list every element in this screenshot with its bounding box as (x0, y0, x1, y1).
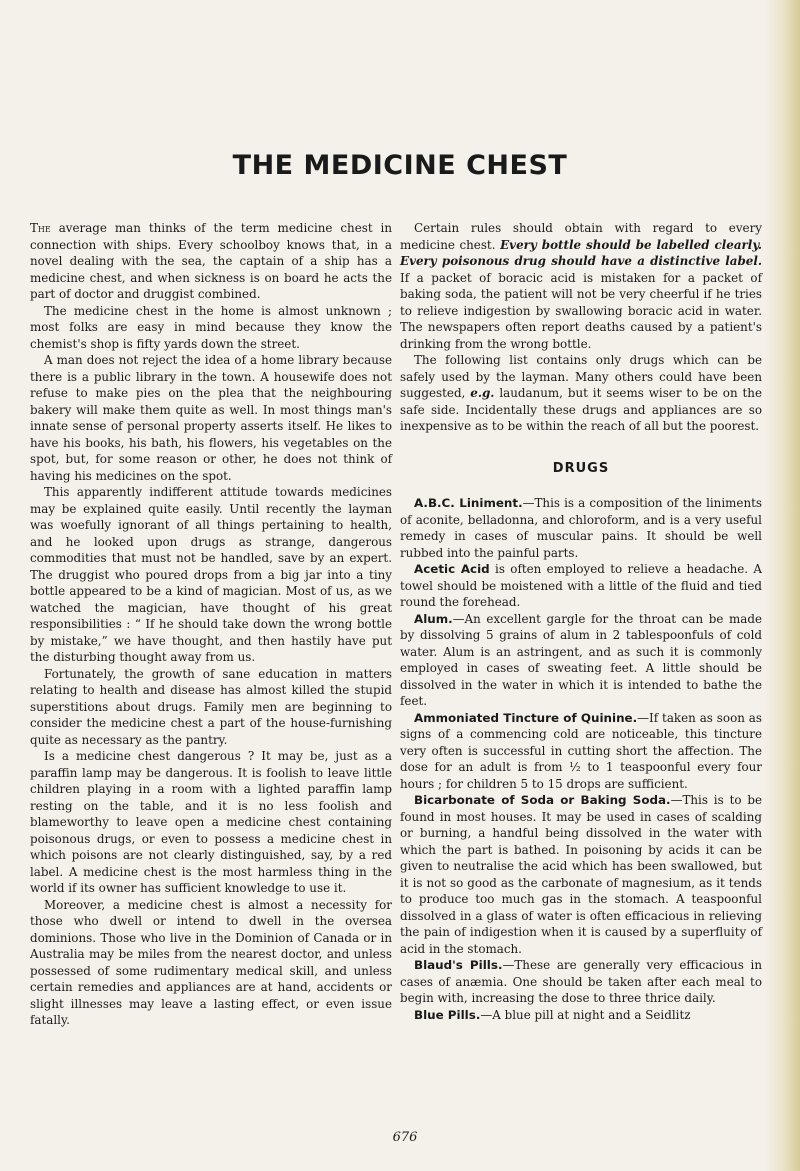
paragraph-1-text: average man thinks of the term medicine chest in connection with ships. Every schoolboy knows that, in a novel dealing with the sea, the captain of a ship has a medicine chest, and when sickness is on board he acts the part of doctor and druggist combined. (30, 221, 392, 301)
eg-abbrev: e.g. (470, 386, 495, 400)
drug-entry-text: —A blue pill at night and a Seidlitz (480, 1007, 691, 1022)
drug-entry-title: Ammoniated Tincture of Quinine. (414, 710, 638, 725)
drug-entry (400, 957, 762, 1007)
drug-entry-title: Blue Pills. (414, 1007, 481, 1022)
list-intro-start: The following list contains only drugs which can be safely used by the layman. Many others could have been suggested, (400, 353, 762, 400)
drug-entry-text: —This is to be found in most houses. It may be used in cases of scalding or burning, a handful being dissolved in the water with which the part is bathed. In poisoning by acids it can be given to neutralise the acid which has been swallowed, but it is not so good as the carbonate of magnesium, as it tends to produce too much gas in the stomach. A teaspoonful dissolved in a glass of water is often efficacious in relieving the pain of indigestion when it is caused by a superfluity of acid in the stomach. (400, 793, 763, 956)
lead-word: The (30, 221, 51, 235)
rules-text-end: If a packet of boracic acid is mistaken for a packet of baking soda, the patient will not be very cheerful if he tries to relieve indigestion by swallowing boracic acid in water. The newspapers often report deaths caused by a patient's drinking from the wrong bottle. (400, 270, 762, 351)
drug-entry-title: A.B.C. Liniment. (414, 496, 523, 510)
paragraph-4: This apparently indifferent attitude towards medicines may be explained quite easily. Until recently the layman was woefully ignorant of all things pertaining to health, and he looked upon drugs as strange, dangerous commodities that must not be handled, save by an expert. The druggist who poured drops from a big jar into a tiny bottle appeared to be a kind of magician. Most of us, as we watched the magician, have thought of his great responsibilities : “ If he should take down the wrong bottle by mistake,” we have thought, and then hastily have put the disturbing thought away from us. (30, 485, 392, 664)
drug-entry-title: Acetic Acid (414, 562, 490, 576)
drug-entry-text: —If taken as soon as signs of a commencing cold are noticeable, this tincture very often is successful in cutting short the affection. The dose for an adult is from ½ to 1 teaspoonful every four hours ; for children 5 to 15 drops are sufficient. (400, 710, 762, 791)
drug-entry (400, 611, 762, 710)
paragraph-5: Fortunately, the growth of sane education in matters relating to health and disease has almost killed the stupid superstitions about drugs. Family men are beginning to consider the medicine chest a part of the house-furnishing quite as necessary as the pantry. (30, 666, 392, 747)
paragraph-3: A man does not reject the idea of a home library because there is a public library in the town. A housewife does not refuse to make pies on the plea that the neighbouring bakery will make them quite as well. In most things man's innate sense of personal property asserts itself. He likes to have his books, his bath, his flowers, his vegetables on the spot, but, for some reason or other, he does not think of having his medicines on the spot. (30, 353, 392, 483)
page-title: THE MEDICINE CHEST (232, 150, 568, 181)
paragraph-1 (30, 220, 392, 303)
list-intro-paragraph (400, 352, 762, 435)
right-column (400, 220, 762, 1023)
drug-entry-text: is often employed to relieve a headache. A towel should be moistened with a little of the fluid and tied round the forehead. (400, 562, 763, 609)
drugs-heading: DRUGS (552, 460, 610, 476)
drug-entry (400, 1007, 762, 1024)
drug-entry-text: —These are generally very efficacious in cases of anæmia. One should be taken after each meal to begin with, increasing the dose to three thrice daily. (400, 958, 762, 1005)
left-column (30, 220, 392, 1029)
drug-entry-text: —An excellent gargle for the throat can be made by dissolving 5 grains of alum in 2 tablespoonfuls of cold water. Alum is an astringent, and as such it is commonly employed in cases of sweating feet. A little should be dissolved in the water in which it is intended to bathe the feet. (400, 611, 762, 708)
drug-entry-text: —This is a composition of the liniments of aconite, belladonna, and chloroform, and is a very useful remedy in cases of muscular pains. It should be well rubbed into the painful parts. (400, 496, 762, 560)
drug-entry-title: Alum. (414, 611, 453, 626)
paragraph-6: Is a medicine chest dangerous ? It may be, just as a paraffin lamp may be dangerous. It is foolish to leave little children playing in a room with a lighted paraffin lamp resting on the table, and it is no less foolish and blameworthy to leave open a medicine chest containing poisonous drugs, or even to possess a medicine chest in which poisons are not clearly distinguished, say, by a red label. A medicine chest is the most harmless thing in the world if its owner has sufficient knowledge to use it. (30, 749, 392, 895)
drug-entry (400, 495, 762, 561)
paragraph-2: The medicine chest in the home is almost unknown ; most folks are easy in mind because they know the chemist's shop is fifty yards down the street. (30, 303, 392, 351)
page-number: 676 (392, 1130, 418, 1145)
drug-entry (400, 792, 762, 957)
paragraph-7: Moreover, a medicine chest is almost a necessity for those who dwell or intend to dwell in the oversea dominions. Those who live in the Dominion of Canada or in Australia may be miles from the nearest doctor, and unless possessed of some rudimentary medical skill, and unless certain remedies and appliances are at hand, accidents or slight illnesses may leave a lasting effect, or even issue fatally. (30, 897, 392, 1027)
rules-text-start: Certain rules should obtain with regard to every medicine chest. (400, 221, 762, 252)
rules-paragraph (400, 220, 762, 352)
list-intro-end: laudanum, but it seems wiser to be on the safe side. Incidentally these drugs and appliances are so inexpensive as to be within the reach of all but the poorest. (400, 386, 762, 433)
rules-emphasis: Every bottle should be labelled clearly. Every poisonous drug should have a distinctive label. (400, 237, 762, 268)
drug-entry-title: Blaud's Pills. (414, 958, 503, 972)
drug-entry (400, 561, 762, 611)
drug-entry-title: Bicarbonate of Soda or Baking Soda. (414, 793, 671, 807)
drug-entry (400, 710, 762, 793)
